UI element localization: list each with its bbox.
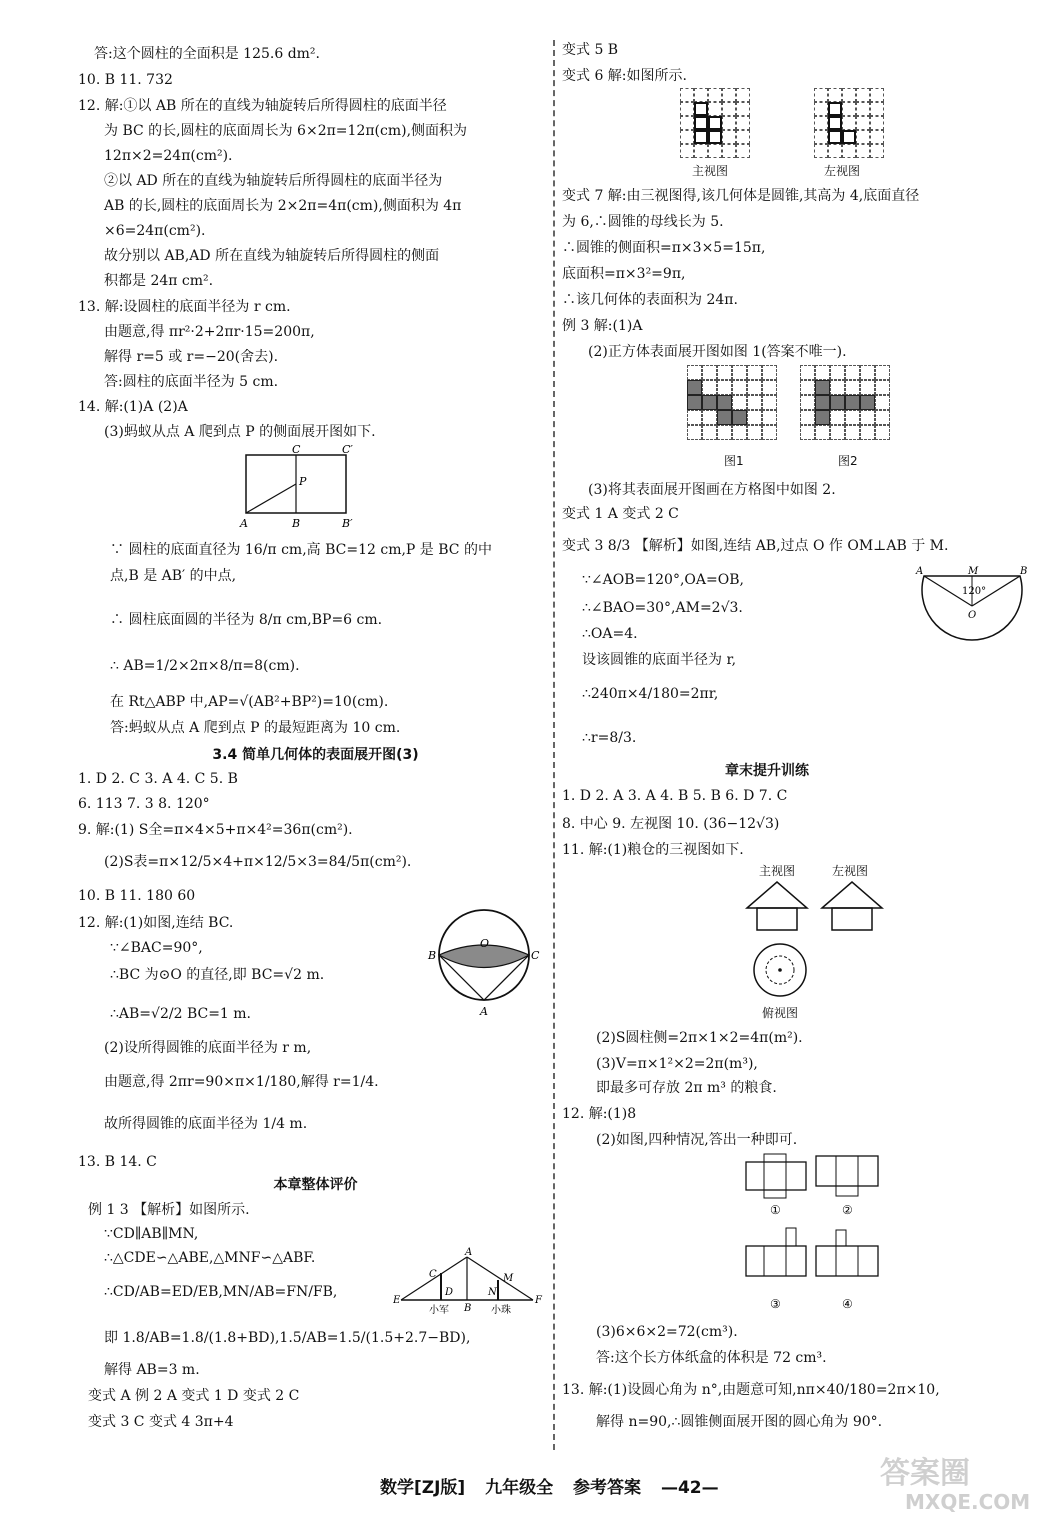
svg-text:小珠: 小珠 [491,1305,511,1316]
point-label: P [299,475,307,488]
column-divider [553,40,555,1450]
text-line: 变式 7 解:由三视图得,该几何体是圆锥,其高为 4,底面直径 [562,188,920,204]
text-line: 10. B 11. 180 60 [78,888,196,904]
footer-section: 参考答案 [573,1478,642,1498]
text-line: 13. 解:设圆柱的底面半径为 r cm. [78,299,291,315]
text-line: ∴240π×4/180=2πr, [582,686,719,702]
text-line: ②以 AD 所在的直线为轴旋转后所得圆柱的底面半径为 [104,173,443,189]
svg-text:B: B [1020,566,1028,577]
section-heading-3-4: 3.4 简单几何体的表面展开图(3) [212,747,419,763]
text-line: (3)6×6×2=72(cm³). [596,1324,738,1340]
text-line: ∴△CDE∽△ABE,△MNF∽△ABF. [104,1250,316,1266]
text-line: ∵∠BAC=90°, [110,940,203,956]
text-line: 为 BC 的长,圆柱的底面周长为 6×2π=12π(cm),侧面积为 [104,123,468,139]
text-line: (2)设所得圆锥的底面半径为 r m, [104,1040,312,1056]
text-line: 8. 中心 9. 左视图 10. (36−12√3) [562,816,780,832]
svg-text:M: M [503,1273,514,1284]
text-line: 10. B 11. 732 [78,72,173,88]
svg-text:E: E [393,1295,401,1306]
text-line: ∴圆锥的侧面积=π×3×5=15π, [562,240,766,256]
text-line: 1. D 2. A 3. A 4. B 5. B 6. D 7. C [562,788,788,804]
svg-text:N: N [488,1287,497,1298]
box-nets-figure [744,1150,884,1315]
text-line: 变式 3 C 变式 4 3π+4 [88,1414,234,1430]
text-line: ∵ 圆柱的底面直径为 16/π cm,高 BC=12 cm,P 是 BC 的中 [110,542,492,558]
text-line: 解得 r=5 或 r=−20(舍去). [104,349,279,365]
left-view-caption: 左视图 [824,164,861,178]
text-line: (3)V=π×1²×2=2π(m³), [596,1056,758,1072]
granary-top-view [750,940,810,1000]
text-line: ∴ 圆柱底面圆的半径为 8/π cm,BP=6 cm. [110,612,383,628]
similar-triangles-figure [393,1245,543,1325]
svg-text:C: C [531,949,540,962]
svg-text:A: A [480,1005,488,1018]
figure-1-caption: 图1 [724,454,744,468]
granary-front-side-views [742,878,892,933]
svg-text:A: A [916,566,924,577]
text-line: 12. 解:①以 AB 所在的直线为轴旋转后所得圆柱的底面半径 [78,98,447,114]
text-line: 底面积=π×3²=9π, [562,266,686,282]
text-line: ∴∠BAO=30°,AM=2√3. [582,600,743,616]
svg-text:B: B [464,1303,472,1314]
left-view-grid [814,88,884,158]
text-line: 12. 解:(1)8 [562,1106,637,1122]
text-line: (2)正方体表面展开图如图 1(答案不唯一). [588,344,847,360]
watermark-url: MXQE.COM [905,1490,1031,1514]
main-view-grid [680,88,750,158]
text-line: ∴AB=√2/2 BC=1 m. [110,1006,252,1022]
footer-subject: 数学[ZJ版] [380,1478,466,1498]
svg-text:②: ② [842,1203,853,1217]
text-line: 即 1.8/AB=1.8/(1.8+BD),1.5/AB=1.5/(1.5+2.7−BD), [104,1330,471,1346]
point-label: B′ [342,517,353,530]
text-line: 故所得圆锥的底面半径为 1/4 m. [104,1116,308,1132]
text-line: 为 6,∴圆锥的母线长为 5. [562,214,724,230]
text-line: 6. 113 7. 3 8. 120° [78,796,210,812]
text-line: 13. B 14. C [78,1154,157,1170]
text-line: ∵∠AOB=120°,OA=OB, [582,572,744,588]
text-line: ∴BC 为⊙O 的直径,即 BC=√2 m. [110,967,325,983]
svg-text:①: ① [770,1203,781,1217]
text-line: 由题意,得 2πr=90×π×1/180,解得 r=1/4. [104,1074,379,1090]
text-line: (3)蚂蚁从点 A 爬到点 P 的侧面展开图如下. [104,424,376,440]
svg-text:③: ③ [770,1297,781,1311]
circle-sector-figure [426,905,541,1025]
text-line: 答:圆柱的底面半径为 5 cm. [104,374,279,390]
text-line: 变式 1 A 变式 2 C [562,506,679,522]
point-label: C′ [342,445,353,456]
svg-text:D: D [445,1287,454,1298]
text-line: ∴该几何体的表面积为 24π. [562,292,738,308]
svg-text:O: O [480,937,490,950]
page-number: —42— [660,1478,719,1498]
svg-text:小军: 小军 [429,1305,449,1316]
section-heading-chapter: 章末提升训练 [725,763,809,779]
text-line: ∴r=8/3. [582,730,637,746]
footer-grade: 九年级全 [485,1478,554,1498]
granary-main-view-caption: 主视图 [759,864,796,878]
text-line: 12π×2=24π(cm²). [104,148,233,164]
text-line: ×6=24π(cm²). [104,223,206,239]
text-line: 答:这个长方体纸盒的体积是 72 cm³. [596,1350,827,1366]
text-line: 变式 A 例 2 A 变式 1 D 变式 2 C [88,1388,300,1404]
point-label: B [292,517,301,530]
svg-text:O: O [968,610,977,621]
svg-text:F: F [535,1295,542,1306]
svg-text:C: C [429,1269,437,1280]
svg-text:④: ④ [842,1297,853,1311]
text-line: 变式 6 解:如图所示. [562,68,687,84]
text-line: 设该圆锥的底面半径为 r, [582,652,737,668]
text-line: 12. 解:(1)如图,连结 BC. [78,915,234,931]
text-line: 例 1 3 【解析】如图所示. [88,1202,250,1218]
granary-top-view-caption: 俯视图 [762,1006,799,1020]
text-line: 11. 解:(1)粮仓的三视图如下. [562,842,744,858]
text-line: ∵CD∥AB∥MN, [104,1226,199,1242]
point-label: A [240,517,248,530]
text-line: 1. D 2. C 3. A 4. C 5. B [78,771,238,787]
sector-figure [912,562,1032,662]
text-line: 在 Rt△ABP 中,AP=√(AB²+BP²)=10(cm). [110,694,389,710]
svg-text:A: A [465,1247,473,1258]
text-line: AB 的长,圆柱的底面周长为 2×2π=4π(cm),侧面积为 4π [104,198,462,214]
text-line: ∴ AB=1/2×2π×8/π=8(cm). [110,658,300,674]
text-line: 即最多可存放 2π m³ 的粮食. [596,1080,777,1096]
point-label: C [292,445,301,456]
text-line: 解得 AB=3 m. [104,1362,200,1378]
text-line: 点,B 是 AB′ 的中点, [110,568,237,584]
text-line: (2)S圆柱侧=2π×1×2=4π(m²). [596,1030,803,1046]
svg-text:B: B [428,949,437,962]
text-line: 例 3 解:(1)A [562,318,643,334]
cylinder-net-figure [238,445,368,535]
text-line: 故分别以 AB,AD 所在直线为轴旋转后所得圆柱的侧面 [104,248,440,264]
text-line: 积都是 24π cm². [104,273,214,289]
section-heading-eval: 本章整体评价 [273,1177,358,1193]
text-line: 14. 解:(1)A (2)A [78,399,188,415]
text-line: (2)S表=π×12/5×4+π×12/5×3=84/5π(cm²). [104,854,412,870]
main-view-caption: 主视图 [692,164,729,178]
text-line: 答:这个圆柱的全面积是 125.6 dm². [94,46,320,62]
text-line: 变式 3 8/3 【解析】如图,连结 AB,过点 O 作 OM⊥AB 于 M. [562,538,949,554]
text-line: (3)将其表面展开图画在方格图中如图 2. [588,482,836,498]
text-line: (2)如图,四种情况,答出一种即可. [596,1132,798,1148]
text-line: 由题意,得 πr²·2+2πr·15=200π, [104,324,315,340]
text-line: 答:蚂蚁从点 A 爬到点 P 的最短距离为 10 cm. [110,720,401,736]
text-line: 9. 解:(1) S全=π×4×5+π×4²=36π(cm²). [78,822,353,838]
figure-2-caption: 图2 [838,454,858,468]
net-grid-figure-1 [687,365,777,440]
text-line: ∴OA=4. [582,626,638,642]
net-grid-figure-2 [800,365,890,440]
svg-text:120°: 120° [962,586,987,597]
watermark-logo: 答案圈 [880,1456,970,1491]
text-line: 变式 5 B [562,42,619,58]
granary-left-view-caption: 左视图 [832,864,869,878]
page-footer [380,1473,733,1498]
text-line: 解得 n=90,∴圆锥侧面展开图的圆心角为 90°. [596,1414,883,1430]
text-line: ∴CD/AB=ED/EB,MN/AB=FN/FB, [104,1284,338,1300]
text-line: 13. 解:(1)设圆心角为 n°,由题意可知,nπ×40/180=2π×10, [562,1382,940,1398]
svg-text:M: M [968,566,979,577]
